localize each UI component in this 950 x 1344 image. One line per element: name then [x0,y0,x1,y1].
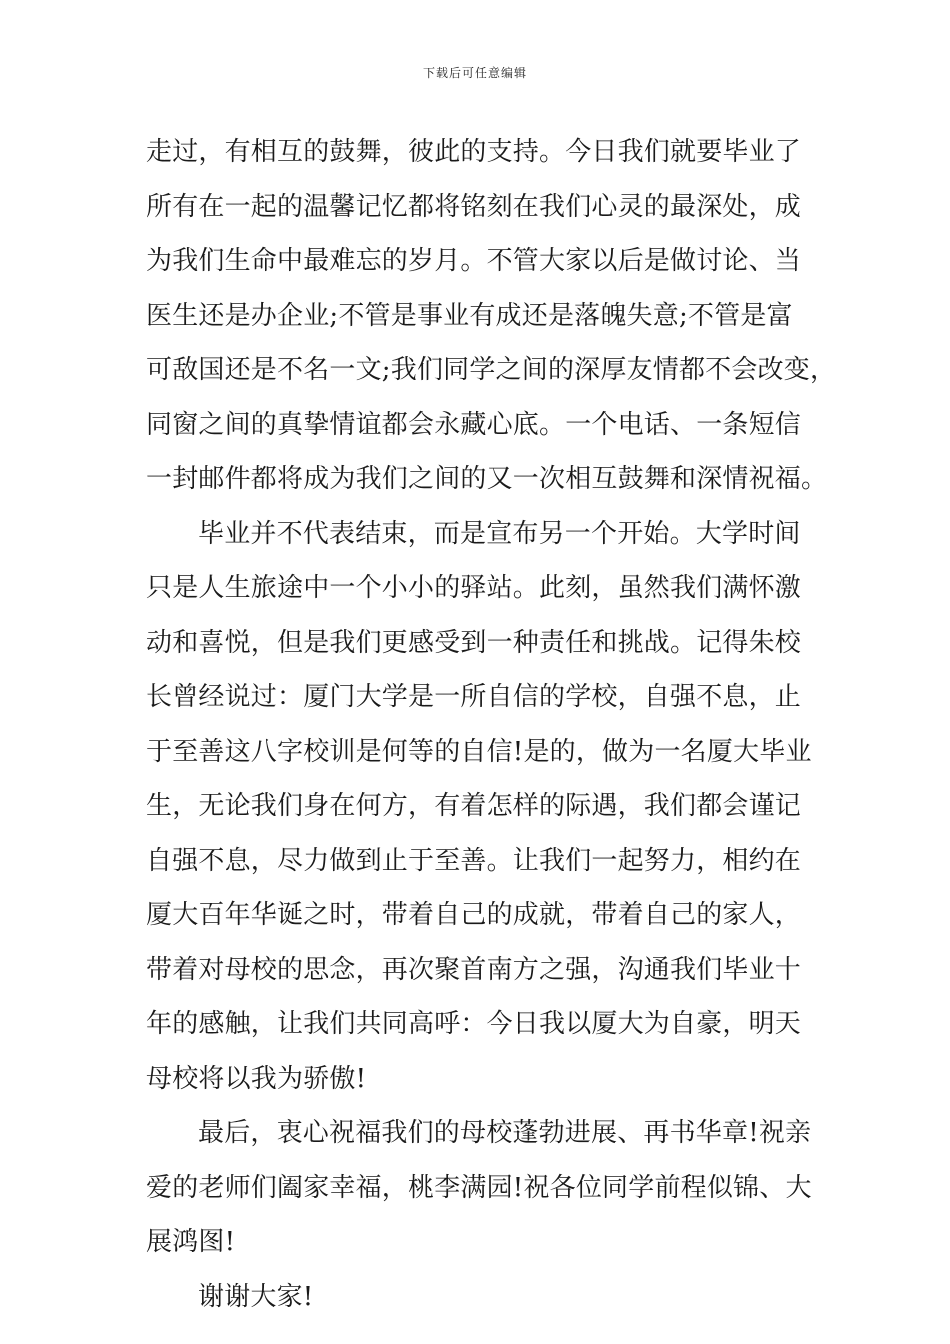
closing-line: 谢谢大家! [198,1281,314,1312]
text-line: 自强不息，尽力做到止于至善。让我们一起努力，相约在 [146,845,802,876]
text-line: 长曾经说过：厦门大学是一所自信的学校，自强不息，止 [146,682,802,712]
text-line: 走过，有相互的鼓舞，彼此的支持。今日我们就要毕业了 [146,137,802,167]
text-line: 为我们生命中最难忘的岁月。不管大家以后是做讨论、当 [146,246,802,276]
paragraph-first-line: 最后，衷心祝福我们的母校蓬勃进展、再书华章!祝亲 [198,1118,812,1148]
text-line: 一封邮件都将成为我们之间的又一次相互鼓舞和深情祝福。 [146,464,828,494]
text-line: 所有在一起的温馨记忆都将铭刻在我们心灵的最深处，成 [146,191,802,222]
text-line: 母校将以我为骄傲! [146,1063,367,1094]
page-header: 下载后可任意编辑 [422,66,527,80]
paragraph-first-line: 毕业并不代表结束，而是宣布另一个开始。大学时间 [198,518,801,549]
text-line: 可敌国还是不名一文;我们同学之间的深厚友情都不会改变， [146,355,837,385]
text-line: 厦大百年华诞之时，带着自己的成就，带着自己的家人， [146,900,802,930]
document-body [146,125,837,1324]
text-line: 同窗之间的真挚情谊都会永藏心底。一个电话、一条短信 [146,409,802,440]
text-line: 医生还是办企业;不管是事业有成还是落魄失意;不管是富 [146,300,793,331]
text-line: 于至善这八字校训是何等的自信!是的，做为一名厦大毕业 [146,736,812,767]
text-line: 展鸿图! [146,1227,236,1257]
text-line: 带着对母校的思念，再次聚首南方之强，沟通我们毕业十 [146,954,802,985]
text-line: 年的感触，让我们共同高呼：今日我以厦大为自豪，明天 [146,1009,802,1039]
text-line: 只是人生旅途中一个小小的驿站。此刻，虽然我们满怀激 [146,573,802,603]
text-line: 爱的老师们阖家幸福，桃李满园!祝各位同学前程似锦、大 [146,1172,812,1203]
text-line: 生，无论我们身在何方，有着怎样的际遇，我们都会谨记 [146,791,802,821]
text-line: 动和喜悦，但是我们更感受到一种责任和挑战。记得朱校 [146,627,802,658]
